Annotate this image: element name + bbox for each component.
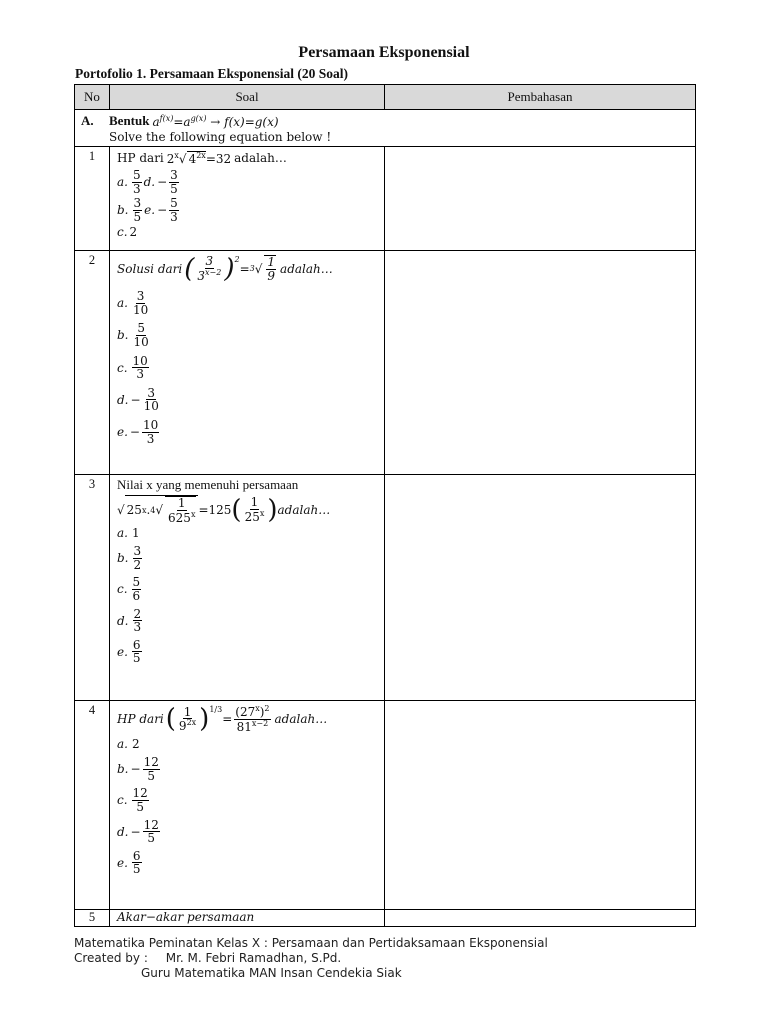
option-row	[117, 355, 384, 381]
option-fraction	[143, 756, 160, 782]
question-cell	[110, 475, 385, 701]
option-fraction: $\frac{3}{5}$	[133, 196, 142, 224]
question-stem	[117, 495, 384, 524]
option-fraction	[132, 355, 149, 381]
option-row	[117, 608, 384, 634]
question-row-1	[75, 147, 696, 251]
option-numerator: 12	[143, 755, 159, 770]
option-sign: −	[130, 824, 141, 839]
header-soal: Soal	[110, 85, 385, 110]
option-row	[117, 225, 384, 239]
question-number: 1	[75, 147, 110, 251]
option-row	[117, 322, 384, 348]
section-label: A.	[81, 113, 94, 128]
stem-text: Solusi dari	[117, 261, 183, 276]
stem-text: HP dari	[117, 712, 164, 727]
option-denominator: 5	[147, 831, 156, 846]
option-list	[117, 526, 384, 665]
option-fraction	[143, 819, 160, 845]
option-numerator: 10	[142, 417, 159, 432]
option-row	[117, 290, 384, 316]
option-numerator: 6	[132, 848, 141, 863]
stem-end: adalah…	[280, 261, 333, 276]
option-sign: −	[130, 392, 141, 407]
answer-cell	[385, 475, 696, 701]
stem-end: adalah…	[234, 151, 287, 165]
stem-formula: ( $\frac{3}{3^{x-2}}$ ) $^2$ = 3 √ $\frac{1}{9}$	[184, 253, 276, 284]
section-heading: Bentuk	[109, 113, 150, 128]
option-numerator: 5	[137, 321, 145, 336]
option-row	[117, 576, 384, 602]
question-row-5	[75, 910, 696, 927]
option-label: c.	[117, 793, 128, 808]
option-label: e.	[117, 855, 128, 870]
option-denominator: 3	[146, 431, 155, 446]
option-label: e.	[144, 203, 156, 218]
option-fraction	[132, 576, 142, 602]
option-label: d.	[143, 175, 156, 190]
stem-end: adalah…	[274, 712, 328, 727]
option-label: a.	[117, 175, 128, 190]
option-numerator: 5	[132, 575, 141, 590]
footer-author-label: Created by :	[74, 951, 148, 965]
option-row	[117, 545, 384, 571]
option-row	[117, 819, 384, 845]
question-cell	[110, 701, 385, 910]
option-fraction	[132, 787, 149, 813]
option-row	[117, 737, 384, 751]
header-pembahasan: Pembahasan	[385, 85, 696, 110]
option-row	[117, 850, 384, 876]
option-sign: −	[129, 425, 140, 440]
option-label: d.	[117, 824, 129, 839]
option-label: b.	[117, 551, 129, 566]
option-row: a. $\frac{5}{3}$ d. − $\frac{3}{5}$	[117, 168, 178, 196]
question-stem	[117, 705, 384, 733]
answer-cell	[385, 251, 696, 475]
footer-author	[74, 951, 341, 965]
question-stem	[117, 255, 384, 282]
option-label: c.	[117, 582, 128, 597]
option-label: e.	[117, 425, 128, 440]
table-header-row	[75, 85, 696, 110]
question-row-4	[75, 701, 696, 910]
answer-cell	[385, 147, 696, 251]
footer-course: Matematika Peminatan Kelas X : Persamaan dan Pertidaksamaan Eksponensial	[74, 936, 548, 950]
option-label: c.	[117, 360, 128, 375]
option-numerator: 3	[133, 544, 142, 559]
option-label: b.	[117, 203, 129, 218]
option-numerator: 2	[133, 606, 142, 621]
question-number: 5	[75, 910, 110, 927]
stem-formula: 2$^x$√ $4^{2x}=32$	[166, 150, 232, 166]
option-numerator: 12	[143, 817, 159, 832]
question-number: 4	[75, 701, 110, 910]
option-label: d.	[117, 392, 129, 407]
option-fraction	[132, 639, 142, 665]
option-denominator: 6	[132, 588, 141, 603]
option-fraction: $\frac{5}{3}$	[170, 196, 178, 224]
option-denominator: 5	[147, 768, 156, 783]
option-denominator: 3	[136, 367, 144, 382]
question-table	[74, 84, 696, 927]
option-label: b.	[117, 762, 129, 777]
option-fraction: $\frac{3}{5}$	[170, 168, 178, 196]
section-rule: $a^{f(x)}=a^{g(x)} \to f(x)=g(x)$	[152, 113, 279, 129]
option-row	[117, 387, 384, 413]
page-title: Persamaan Eksponensial	[298, 44, 470, 61]
stem-text: Akar−akar persamaan	[117, 910, 255, 924]
option-fraction	[142, 419, 159, 445]
option-fraction	[133, 608, 143, 634]
question-number: 2	[75, 251, 110, 475]
answer-cell	[385, 910, 696, 927]
option-label: d.	[117, 613, 129, 628]
option-denominator: 10	[132, 302, 149, 317]
option-numerator: 3	[147, 385, 156, 400]
option-label: b.	[117, 328, 129, 343]
question-stem-line1: Nilai x yang memenuhi persamaan	[117, 477, 299, 492]
page-subtitle: Portofolio 1. Persamaan Eksponensial (20 Soal)	[75, 66, 349, 81]
option-list	[117, 290, 384, 445]
option-label: a.	[117, 526, 128, 541]
option-fraction	[132, 850, 142, 876]
option-denominator: 10	[133, 334, 149, 349]
stem-formula: √ 25 x . 4 √ $\frac{1}{625^x}$ =125 ( $\frac{1}{25^x}$ )	[117, 494, 278, 525]
footer-author-name: Mr. M. Febri Ramadhan, S.Pd.	[165, 951, 342, 965]
option-fraction: $\frac{5}{3}$	[132, 168, 141, 196]
option-fraction	[133, 545, 143, 571]
question-row-2	[75, 251, 696, 475]
option-fraction	[133, 322, 150, 348]
footer-school: Guru Matematika MAN Insan Cendekia Siak	[141, 966, 402, 980]
option-label: e.	[117, 644, 128, 659]
option-sign: −	[130, 762, 141, 777]
option-row: b. $\frac{3}{5}$ e. − $\frac{5}{3}$	[117, 196, 178, 224]
option-value: 2	[131, 737, 140, 752]
option-value: 1	[131, 526, 140, 541]
header-no: No	[75, 85, 110, 110]
stem-text: HP dari	[117, 151, 164, 165]
option-row	[117, 787, 384, 813]
option-denominator: 2	[133, 557, 142, 572]
question-row-3	[75, 475, 696, 701]
option-row	[117, 526, 384, 540]
section-instruction: Solve the following equation below !	[109, 130, 332, 144]
option-denominator: 3	[133, 620, 142, 635]
section-row	[75, 110, 696, 147]
option-fraction	[132, 290, 149, 316]
answer-cell	[385, 701, 696, 910]
option-numerator: 12	[132, 786, 148, 801]
option-value: 2	[129, 225, 138, 240]
option-denominator: 5	[132, 651, 141, 666]
option-label: a.	[117, 296, 128, 311]
option-numerator: 10	[132, 353, 148, 368]
option-row	[117, 639, 384, 665]
question-cell	[110, 147, 385, 251]
option-fraction	[143, 387, 160, 413]
option-denominator: 5	[136, 799, 144, 814]
question-stem	[117, 149, 384, 167]
option-numerator: 6	[132, 637, 141, 652]
question-cell	[110, 251, 385, 475]
option-list	[117, 737, 384, 876]
option-label: a.	[117, 737, 128, 752]
option-label: c.	[117, 225, 128, 240]
option-row	[117, 419, 384, 445]
option-row	[117, 756, 384, 782]
question-cell	[110, 910, 385, 927]
stem-end: adalah…	[277, 502, 331, 517]
option-denominator: 10	[143, 399, 159, 414]
option-numerator: 3	[136, 289, 145, 304]
stem-formula: ( $\frac{1}{9^{2x}}$ ) $^{1/3}$ = $\frac{(27^x)^2}{81^{x-2}}$	[165, 704, 270, 735]
question-number: 3	[75, 475, 110, 701]
option-denominator: 5	[132, 862, 141, 877]
